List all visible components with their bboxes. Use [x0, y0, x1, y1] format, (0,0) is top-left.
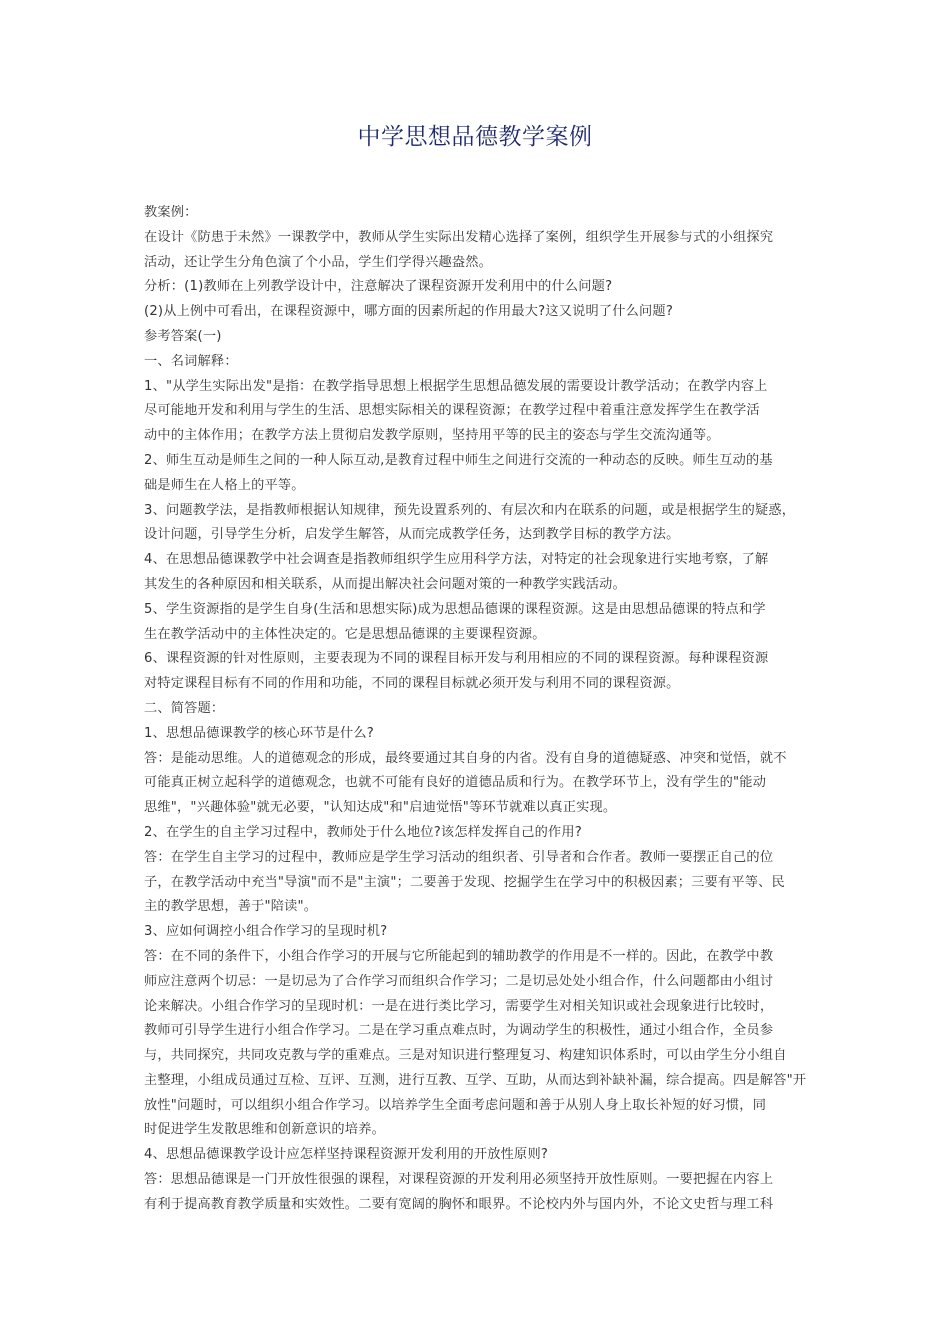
- text-line: 主整理，小组成员通过互检、互评、互测，进行互教、互学、互助，从而达到补缺补漏，综合提高。四是解答"开: [144, 1072, 807, 1088]
- text-line: 4、思想品德课教学设计应怎样坚持课程资源开发利用的开放性原则?: [144, 1147, 549, 1163]
- text-line: 教案例：: [144, 205, 198, 220]
- text-line: 4、在思想品德课教学中社会调查是指教师组织学生应用科学方法，对特定的社会现象进行实地考察，了解: [144, 552, 769, 568]
- text-line: 主的教学思想，善于"陪读"。: [144, 899, 318, 915]
- text-line: 答：思想品德课是一门开放性很强的课程，对课程资源的开发利用必须坚持开放性原则。一要把握在内容上: [144, 1172, 774, 1188]
- text-line: 1、思想品德课教学的核心环节是什么?: [144, 725, 374, 741]
- text-line: 设计问题，引导学生分析，启发学生解答，从而完成教学任务，达到教学目标的教学方法。: [144, 527, 680, 543]
- text-line: 对特定课程目标有不同的作用和功能，不同的课程目标就必须开发与利用不同的课程资源。: [144, 676, 680, 692]
- text-line: 参考答案(一): [144, 328, 222, 344]
- text-line: 3、应如何调控小组合作学习的呈现时机?: [144, 924, 388, 940]
- text-line: 尽可能地开发和利用与学生的生活、思想实际相关的课程资源；在教学过程中着重注意发挥学生在教学活: [144, 403, 760, 419]
- text-line: 2、在学生的自主学习过程中，教师处于什么地位?该怎样发挥自己的作用?: [144, 824, 582, 840]
- text-line: 活动，还让学生分角色演了个小品，学生们学得兴趣盎然。: [144, 254, 493, 270]
- text-line: 论来解决。小组合作学习的呈现时机：一是在进行类比学习，需要学生对相关知识或社会现象进行比较时，: [144, 998, 774, 1014]
- text-line: 动中的主体作用；在教学方法上贯彻启发教学原则，坚持用平等的民主的姿态与学生交流沟通等。: [144, 428, 720, 444]
- text-line: 有利于提高教育教学质量和实效性。二要有宽阔的胸怀和眼界。不论校内外与国内外，不论文史哲与理工科: [144, 1196, 774, 1212]
- text-line: 3、问题教学法，是指教师根据认知规律，预先设置系列的、有层次和内在联系的问题，或是根据学生的疑惑，: [144, 502, 796, 518]
- text-line: 其发生的各种原因和相关联系，从而提出解决社会问题对策的一种教学实践活动。: [144, 576, 626, 592]
- text-line: (2)从上例中可看出，在课程资源中，哪方面的因素所起的作用最大?这又说明了什么问题?: [144, 304, 674, 320]
- text-line: 思维"，"兴趣体验"就无必要，"认知达成"和"启迪觉悟"等环节就难以真正实现。: [144, 800, 617, 816]
- text-line: 教师可引导学生进行小组合作学习。二是在学习重点难点时，为调动学生的积极性，通过小组合作，全员参: [144, 1023, 774, 1039]
- text-line: 放性"问题时，可以组织小组合作学习。以培养学生全面考虑问题和善于从别人身上取长补短的好习惯，同: [144, 1097, 767, 1113]
- text-line: 师应注意两个切忌：一是切忌为了合作学习而组织合作学习；二是切忌处处小组合作，什么问题都由小组讨: [144, 973, 774, 989]
- text-line: 1、"从学生实际出发"是指：在教学指导思想上根据学生思想品德发展的需要设计教学活动；在教学内容上: [144, 378, 768, 394]
- text-line: 子，在教学活动中充当"导演"而不是"主演"；二要善于发现、挖掘学生在学习中的积极因素；三要有平等、民: [144, 874, 785, 890]
- text-line: 础是师生在人格上的平等。: [144, 477, 305, 493]
- text-line: 答：是能动思维。人的道德观念的形成，最终要通过其自身的内省。没有自身的道德疑惑、冲突和觉悟，就不: [144, 750, 787, 766]
- text-line: 2、师生互动是师生之间的一种人际互动,是教育过程中师生之间进行交流的一种动态的反映。师生互动的基: [144, 452, 773, 468]
- text-line: 分析：(1)教师在上列教学设计中，注意解决了课程资源开发利用中的什么问题?: [144, 279, 613, 295]
- text-line: 一、名词解释：: [144, 353, 238, 369]
- text-line: 答：在不同的条件下，小组合作学习的开展与它所能起到的辅助教学的作用是不一样的。因此，在教学中教: [144, 948, 774, 964]
- text-line: 在设计《防患于未然》一课教学中，教师从学生实际出发精心选择了案例，组织学生开展参与式的小组探究: [144, 229, 774, 245]
- text-line: 时促进学生发散思维和创新意识的培养。: [144, 1122, 385, 1138]
- document-body: [144, 201, 808, 1218]
- document-title: 中学思想品德教学案例: [357, 124, 593, 150]
- text-line: 生在教学活动中的主体性决定的。它是思想品德课的主要课程资源。: [144, 626, 546, 642]
- text-line: 可能真正树立起科学的道德观念，也就不可能有良好的道德品质和行为。在教学环节上，没有学生的"能动: [144, 775, 767, 791]
- text-line: 二、简答题：: [144, 700, 225, 716]
- text-line: 6、课程资源的针对性原则，主要表现为不同的课程目标开发与利用相应的不同的课程资源。每种课程资源: [144, 651, 769, 667]
- text-line: 与，共同探究，共同攻克教与学的重难点。三是对知识进行整理复习、构建知识体系时，可以由学生分小组自: [144, 1048, 787, 1064]
- text-line: 答：在学生自主学习的过程中，教师应是学生学习活动的组织者、引导者和合作者。教师一要摆正自己的位: [144, 849, 774, 865]
- text-line: 5、学生资源指的是学生自身(生活和思想实际)成为思想品德课的课程资源。这是由思想品德课的特点和学: [144, 601, 766, 617]
